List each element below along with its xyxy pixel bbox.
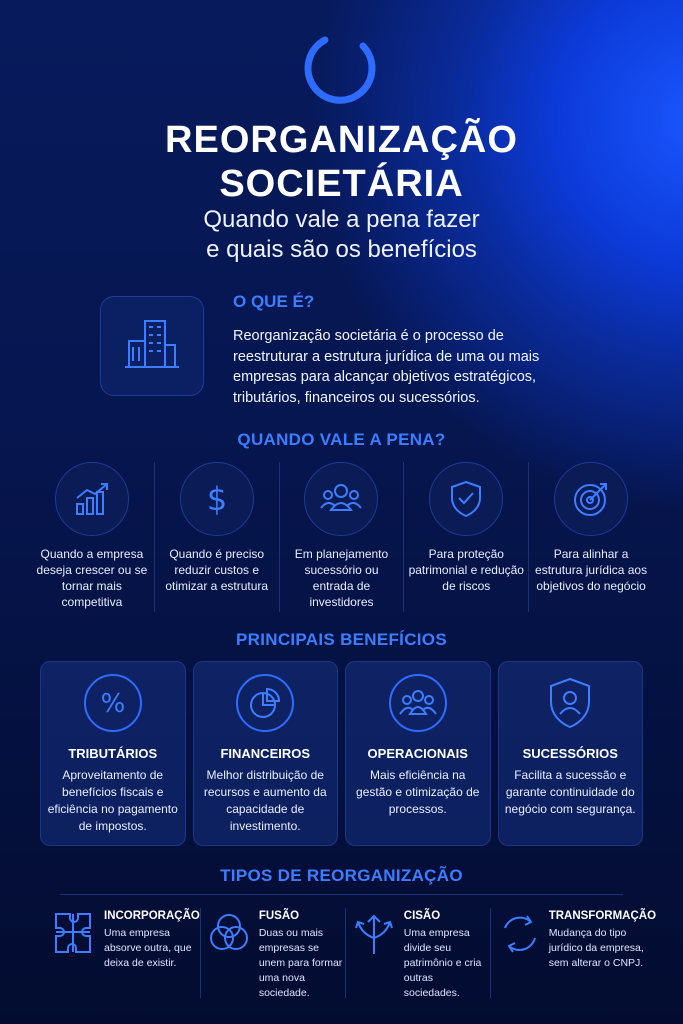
when-item-text: Em planejamento sucessório ou entrada de investidores [294, 547, 389, 609]
when-list [30, 462, 653, 612]
type-text: Uma empresa absorve outra, que deixa de existir. [104, 927, 192, 969]
benefit-text: Mais eficiência na gestão e otimização de processos. [356, 768, 480, 816]
cycle-arrows-icon [495, 908, 543, 960]
when-item [155, 462, 280, 612]
page-subtitle-line1: Quando vale a pena fazer [203, 206, 480, 233]
benefit-card [498, 661, 644, 846]
benefit-card [193, 661, 339, 846]
when-item [529, 462, 653, 612]
type-title: INCORPORAÇÃO [104, 910, 200, 922]
buildings-icon [121, 315, 183, 377]
logo-ring-icon [303, 30, 379, 106]
type-item [46, 908, 201, 998]
benefit-icon-circle [541, 674, 599, 732]
type-text: Uma empresa divide seu patrimônio e cria outras sociedades. [403, 927, 482, 999]
people-icon [319, 478, 363, 520]
when-item [30, 462, 155, 612]
when-section-title: QUANDO VALE A PENA? [237, 430, 446, 449]
benefit-text: Melhor distribuição de recursos e aumento da capacidade de investimento. [203, 768, 327, 833]
team-icon [399, 686, 437, 720]
page-title-line1: REORGANIZAÇÃO [165, 119, 518, 161]
shield-user-icon [546, 676, 594, 730]
percent-icon [96, 686, 130, 720]
when-item-text: Para alinhar a estrutura jurídica aos objetivos do negócio [535, 547, 648, 593]
benefit-card [345, 661, 491, 846]
benefit-text: Aproveitamento de benefícios fiscais e eficiência no pagamento de impostos. [47, 768, 178, 833]
benefit-title: OPERACIONAIS [367, 746, 468, 761]
split-arrows-icon [350, 908, 398, 960]
benefits-section-title: PRINCIPAIS BENEFÍCIOS [236, 630, 447, 649]
type-item [491, 908, 656, 998]
benefits-list [40, 661, 643, 846]
when-item-text: Quando é preciso reduzir custos e otimizar a estrutura [165, 547, 269, 593]
type-title: FUSÃO [258, 910, 300, 922]
when-icon-circle [180, 462, 254, 536]
svg-text:%: % [100, 689, 126, 719]
benefit-icon-circle [84, 674, 142, 732]
page-subtitle-line2: e quais são os benefícios [206, 236, 477, 263]
type-text: Duas ou mais empresas se unem para formar uma nova sociedade. [258, 927, 343, 999]
type-item [201, 908, 346, 998]
when-item-text: Quando a empresa deseja crescer ou se tornar mais competitiva [36, 547, 148, 609]
type-text: Mudança do tipo jurídico da empresa, sem alterar o CNPJ. [548, 927, 644, 969]
when-item [280, 462, 405, 612]
dollar-icon [196, 478, 238, 520]
type-title: TRANSFORMAÇÃO [548, 910, 657, 922]
what-section-title: O QUE É? [233, 292, 315, 311]
shield-check-icon [445, 478, 487, 520]
svg-text:$: $ [206, 480, 227, 518]
benefit-title: TRIBUTÁRIOS [68, 746, 158, 761]
types-section-title: TIPOS DE REORGANIZAÇÃO [220, 866, 463, 885]
benefit-title: FINANCEIROS [220, 746, 311, 761]
when-icon-circle [429, 462, 503, 536]
when-icon-circle [554, 462, 628, 536]
type-item [346, 908, 491, 998]
benefit-text: Facilita a sucessão e garante continuidade do negócio com segurança. [504, 768, 636, 816]
pie-chart-icon [247, 685, 283, 721]
target-icon [570, 478, 612, 520]
type-title: CISÃO [403, 910, 441, 922]
benefit-icon-circle [236, 674, 294, 732]
when-icon-circle [55, 462, 129, 536]
merge-circles-icon [205, 908, 253, 960]
what-description: Reorganização societária é o processo de reestruturar a estrutura jurídica de uma ou mais empresas para alcançar objetivos estratégicos, tributários, financeiros ou sucessórios. [233, 328, 540, 406]
benefit-title: SUCESSÓRIOS [522, 746, 618, 761]
benefit-icon-circle [389, 674, 447, 732]
puzzle-icon [50, 908, 98, 960]
page-title-line2: SOCIETÁRIA [219, 163, 464, 205]
benefit-card [40, 661, 186, 846]
types-list [46, 908, 656, 998]
when-icon-circle [304, 462, 378, 536]
when-item-text: Para proteção patrimonial e redução de riscos [408, 547, 524, 593]
divider [60, 894, 623, 895]
buildings-icon-box [100, 296, 204, 396]
growth-chart-icon [71, 478, 113, 520]
when-item [404, 462, 529, 612]
